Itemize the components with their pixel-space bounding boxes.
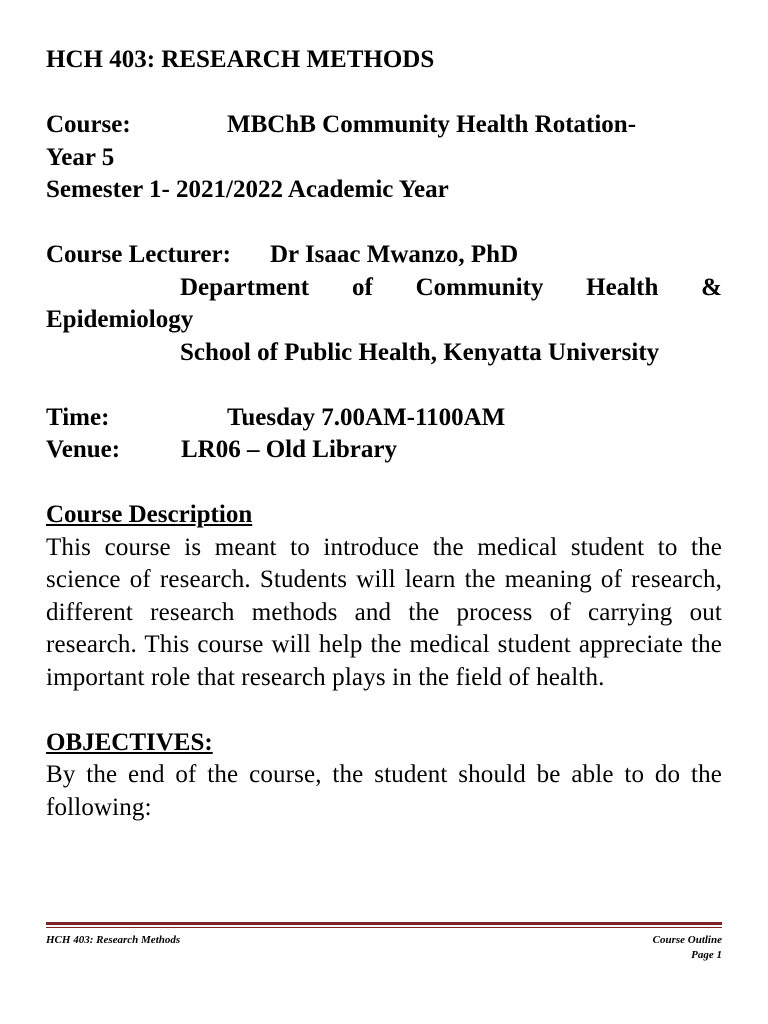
footer-right-block	[653, 933, 722, 963]
department-line-continued: Epidemiology	[46, 306, 194, 333]
course-value: MBChB Community Health Rotation-	[227, 111, 637, 138]
department-word: Department	[180, 273, 310, 301]
semester-line: Semester 1- 2021/2022 Academic Year	[46, 176, 449, 203]
venue-value: LR06 – Old Library	[181, 436, 397, 463]
document-body	[46, 44, 722, 824]
objectives-text: By the end of the course, the student should be able to do the following:	[46, 761, 722, 821]
objectives-heading: OBJECTIVES:	[46, 728, 213, 756]
course-label: Course:	[46, 111, 131, 138]
time-label: Time:	[46, 403, 110, 431]
department-word: of	[351, 273, 373, 301]
footer-outline-label: Course Outline	[652, 934, 722, 946]
course-row	[46, 109, 722, 142]
department-word: Health	[586, 273, 659, 301]
lecturer-row	[46, 239, 722, 272]
course-description-text: This course is meant to introduce the medical student to the science of research. Students will learn the meaning of research, different research methods and the process of carrying out research. This course will help the medical student appreciate the important role that research plays in the field of health.	[46, 533, 722, 691]
course-description-heading: Course Description	[46, 501, 253, 528]
department-word: &	[701, 273, 722, 301]
document-title: HCH 403: RESEARCH METHODS	[46, 46, 435, 73]
footer-course-title: HCH 403: Research Methods	[46, 934, 181, 946]
time-value: Tuesday 7.00AM-1100AM	[227, 403, 506, 431]
footer-rule-thin	[46, 927, 722, 928]
department-line	[46, 272, 722, 305]
school-line: School of Public Health, Kenyatta University	[180, 338, 660, 366]
footer-rule-thick	[46, 922, 722, 925]
footer-page-number: Page 1	[691, 949, 722, 961]
time-row	[46, 402, 722, 435]
venue-label: Venue:	[46, 436, 121, 463]
footer-row	[46, 933, 722, 963]
course-value-continued: Year 5	[46, 143, 115, 171]
lecturer-name: Dr Isaac Mwanzo, PhD	[270, 241, 519, 268]
venue-row	[46, 434, 722, 467]
page-footer	[46, 922, 722, 963]
lecturer-label: Course Lecturer:	[46, 241, 231, 268]
department-word: Community	[415, 273, 544, 301]
